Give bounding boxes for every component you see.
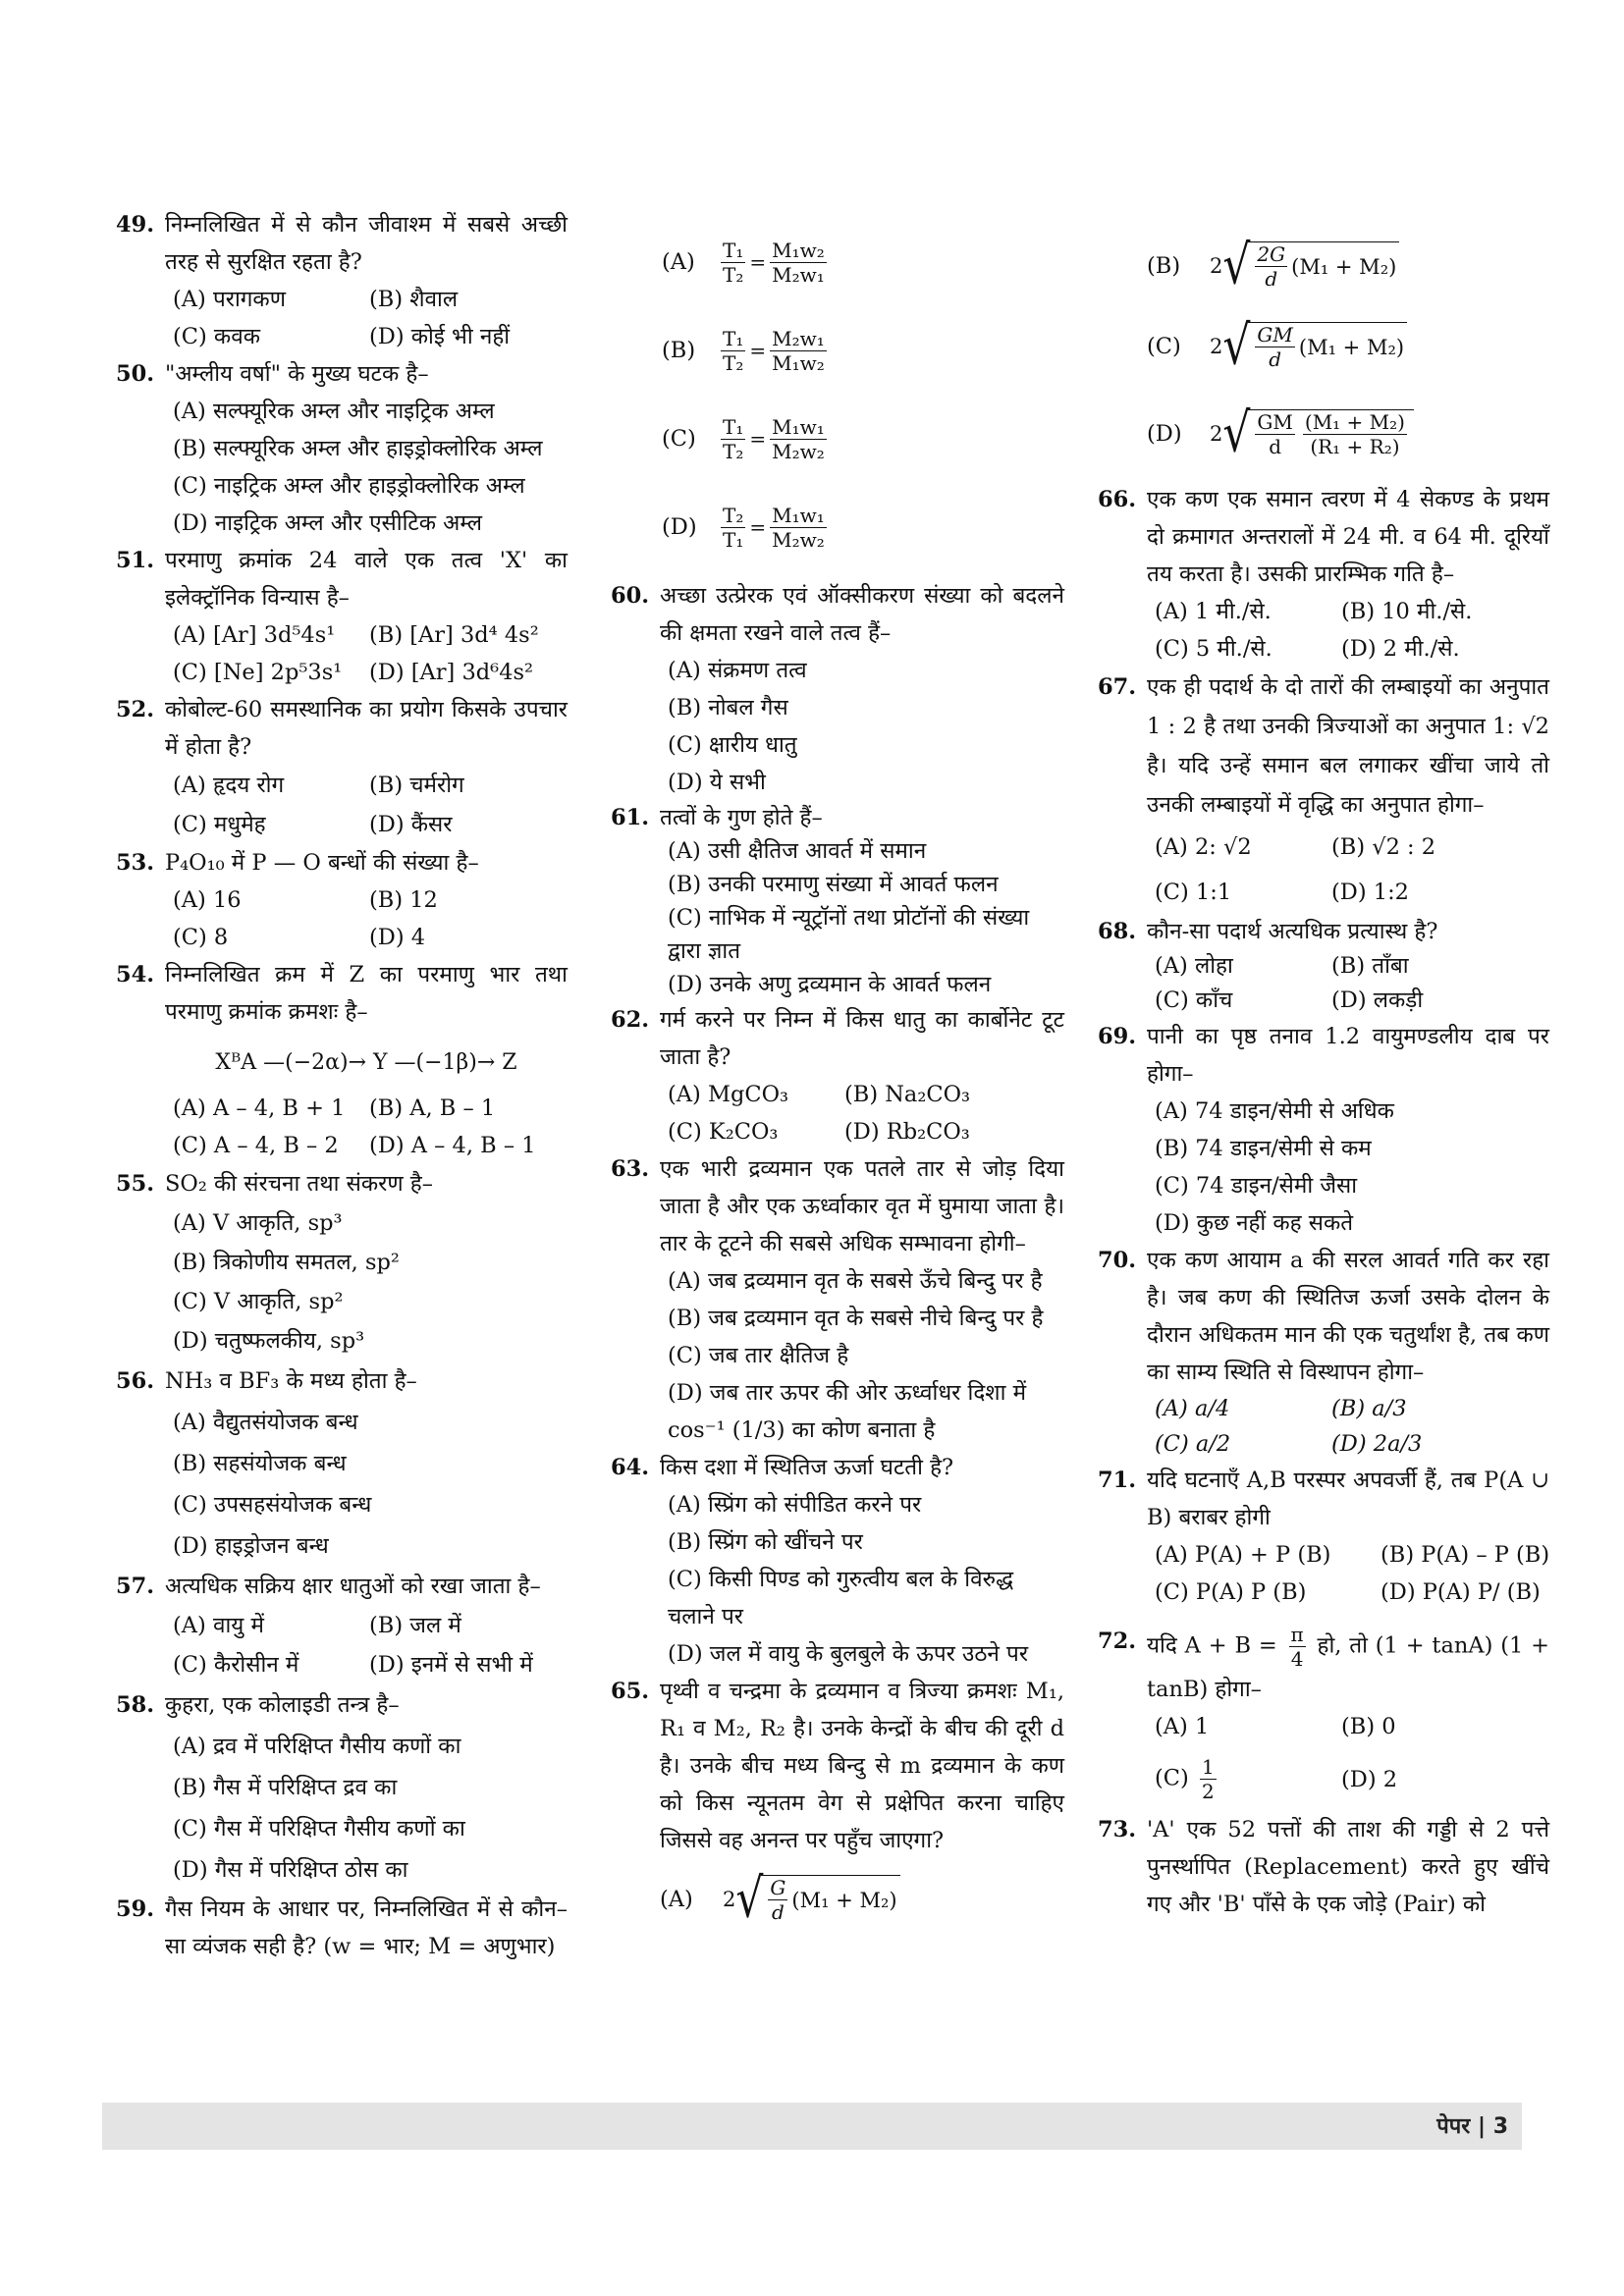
question-text: गर्म करने पर निम्न में किस धातु का कार्बोनेट टूट जाता है?: [660, 1007, 1064, 1070]
option-b[interactable]: (B) 2 √ $\frac{2G}{d}$ (M₁ + M₂): [1147, 226, 1549, 306]
option-c[interactable]: (C) $\frac{1}{2}$: [1155, 1755, 1215, 1803]
option-a[interactable]: (A) 1 मी./से.: [1155, 599, 1272, 624]
option-a[interactable]: (A) 2 √ $\frac{G}{d}$ (M₁ + M₂): [660, 1859, 1064, 1940]
option-d[interactable]: (D) उनके अणु द्रव्यमान के आवर्त फलन: [668, 972, 992, 997]
question-53: [116, 844, 568, 956]
question-text: किस दशा में स्थितिज ऊर्जा घटती है?: [660, 1455, 954, 1480]
option-a[interactable]: (A) V आकृति, sp³: [173, 1210, 343, 1236]
question-number: 67.: [1098, 674, 1137, 700]
option-d[interactable]: (D) लकड़ी: [1331, 988, 1424, 1013]
option-d[interactable]: (D) जब तार ऊपर की ओर ऊर्ध्वाधर दिशा में cos⁻¹ (1/3) का कोण बनाता है: [668, 1380, 1027, 1443]
fraction-left: $\frac{\text{T₁}}{\text{T₂}}$: [723, 414, 744, 463]
option-a[interactable]: (A) सल्फ्यूरिक अम्ल और नाइट्रिक अम्ल: [173, 399, 495, 424]
option-d[interactable]: (D) 2a/3: [1331, 1431, 1423, 1457]
option-c[interactable]: (C) A – 4, B – 2: [173, 1133, 339, 1158]
question-text: एक भारी द्रव्यमान एक पतले तार से जोड़ दिया जाता है और एक ऊर्ध्वाकार वृत में घुमाया जाता है। तार के टूटने की सबसे अधिक सम्भावना होगी–: [660, 1156, 1064, 1256]
option-a[interactable]: (A) 16: [173, 887, 242, 913]
option-a[interactable]: (A) P(A) + P (B): [1155, 1542, 1331, 1568]
root-expression: 2 √ $\frac{2G}{d}$ (M₁ + M₂): [1210, 241, 1399, 291]
question-number: 62.: [611, 1007, 650, 1033]
option-b[interactable]: (B) 12: [369, 887, 438, 913]
question-text: एक कण एक समान त्वरण में 4 सेकण्ड के प्रथम दो क्रमागत अन्तरालों में 24 मी. व 64 मी. दूरियाँ तय करता है। उसकी प्रारम्भिक गति है–: [1147, 487, 1549, 587]
question-number: 73.: [1098, 1817, 1137, 1842]
question-text: यदि A + B = $\frac{\pi}{4}$ हो, तो (1 + tanA) (1 + tanB) होगा–: [1147, 1623, 1549, 1702]
question-text: कौन-सा पदार्थ अत्यधिक प्रत्यास्थ है?: [1147, 919, 1438, 944]
option-c[interactable]: (C) किसी पिण्ड को गुरुत्वीय बल के विरुद्ध चलाने पर: [668, 1567, 1014, 1629]
option-c[interactable]: (C) कैरोसीन में: [173, 1652, 299, 1678]
question-70: [1098, 1242, 1549, 1462]
option-d[interactable]: (D) 2 मी./से.: [1341, 636, 1460, 662]
question-text: तत्वों के गुण होते हैं–: [660, 805, 823, 830]
option-a[interactable]: (A) MgCO₃: [668, 1082, 789, 1107]
option-d[interactable]: (D) A – 4, B – 1: [369, 1133, 536, 1158]
question-number: 51.: [116, 548, 155, 573]
option-b[interactable]: (B) 10 मी./से.: [1341, 599, 1473, 624]
question-text: गैस नियम के आधार पर, निम्नलिखित में से कौन–सा व्यंजक सही है? (w = भार; M = अणुभार): [165, 1896, 568, 1959]
column-3: [1098, 226, 1549, 1923]
option-c[interactable]: (C) नाभिक में न्यूट्रॉनों तथा प्रोटॉनों की संख्या द्वारा ज्ञात: [668, 905, 1030, 964]
pi-over-four: $\frac{\pi}{4}$: [1290, 1623, 1304, 1671]
option-a[interactable]: (A) वैद्युतसंयोजक बन्ध: [173, 1410, 358, 1435]
option-a[interactable]: (A) संक्रमण तत्व: [668, 658, 807, 683]
question-number: 53.: [116, 850, 155, 876]
question-number: 50.: [116, 361, 155, 387]
option-d[interactable]: (D) $\frac{\text{T₂}}{\text{T₁}}$ = $\frac{\text{M₁w₁}}{\text{M₂w₂}}$: [662, 503, 825, 552]
option-b[interactable]: (B) 74 डाइन/सेमी से कम: [1155, 1136, 1372, 1161]
option-c[interactable]: (C) जब तार क्षैतिज है: [668, 1343, 849, 1368]
question-number: 52.: [116, 697, 155, 722]
option-c[interactable]: (C) 74 डाइन/सेमी जैसा: [1155, 1173, 1358, 1199]
option-b[interactable]: (B) $\frac{\text{T₁}}{\text{T₂}}$ = $\frac{\text{M₂w₁}}{\text{M₁w₂}}$: [662, 326, 825, 375]
question-number: 66.: [1098, 487, 1137, 512]
option-b[interactable]: (B) जब द्रव्यमान वृत के सबसे नीचे बिन्दु पर है: [668, 1306, 1044, 1331]
option-c[interactable]: (C) कवक: [173, 324, 260, 349]
option-a[interactable]: (A) 2: √2: [1155, 834, 1252, 860]
option-c[interactable]: (C) P(A) P (B): [1155, 1579, 1307, 1605]
question-text: अत्यधिक सक्रिय क्षार धातुओं को रखा जाता है–: [165, 1574, 541, 1599]
question-59: [116, 1891, 568, 1965]
question-51: [116, 542, 568, 691]
page-footer: [102, 2103, 1522, 2150]
question-text: 'A' एक 52 पत्तों की ताश की गड्डी से 2 पत्ते पुनर्स्थापित (Replacement) करते हुए खींचे गए और 'B' पाँसे के एक जोड़े (Pair) को: [1147, 1817, 1549, 1917]
question-number: 58.: [116, 1692, 155, 1718]
question-text: एक ही पदार्थ के दो तारों की लम्बाइयों का अनुपात 1 : 2 है तथा उनकी त्रिज्याओं का अनुपात 1: √2 है। यदि उन्हें समान बल लगाकर खींचा जाये तो उनकी लम्बाइयों में वृद्धि का अनुपात होगा–: [1147, 674, 1549, 818]
option-d[interactable]: (D) नाइट्रिक अम्ल और एसीटिक अम्ल: [173, 510, 483, 536]
option-d[interactable]: (D) 1:2: [1331, 880, 1409, 905]
question-65-options: [1098, 226, 1549, 481]
question-text: एक कण आयाम a की सरल आवर्त गति कर रहा है। जब कण की स्थितिज ऊर्जा उसके दोलन के दौरान अधिकतम मान की एक चतुर्थांश है, तब कण का साम्य स्थिति से विस्थापन होगा–: [1147, 1248, 1549, 1385]
question-number: 70.: [1098, 1248, 1137, 1273]
option-d[interactable]: (D) कोई भी नहीं: [369, 324, 511, 349]
option-b[interactable]: (B) सल्फ्यूरिक अम्ल और हाइड्रोक्लोरिक अम्ल: [173, 436, 543, 461]
fraction-right: $\frac{\text{M₁w₁}}{\text{M₂w₂}}$: [772, 414, 825, 463]
question-57: [116, 1567, 568, 1684]
option-d[interactable]: (D) 2: [1341, 1766, 1398, 1792]
option-c[interactable]: (C) a/2: [1155, 1431, 1231, 1457]
option-c[interactable]: (C) 2 √ $\frac{GM}{d}$ (M₁ + M₂): [1147, 306, 1549, 387]
question-number: 65.: [611, 1679, 650, 1704]
option-c[interactable]: (C) 1:1: [1155, 880, 1232, 905]
option-c[interactable]: (C) नाइट्रिक अम्ल और हाइड्रोक्लोरिक अम्ल: [173, 473, 525, 499]
fraction-left: $\frac{\text{T₂}}{\text{T₁}}$: [723, 503, 744, 552]
question-number: 54.: [116, 962, 155, 988]
option-b[interactable]: (B) उनकी परमाणु संख्या में आवर्त फलन: [668, 872, 999, 897]
question-56: [116, 1361, 568, 1567]
question-text: अच्छा उत्प्रेरक एवं ऑक्सीकरण संख्या को बदलने की क्षमता रखने वाले तत्व हैं–: [660, 583, 1064, 646]
question-61: [611, 801, 1064, 1001]
question-text: परमाणु क्रमांक 24 वाले एक तत्व 'X' का इलेक्ट्रॉनिक विन्यास है–: [165, 548, 568, 611]
option-b[interactable]: (B) 0: [1341, 1714, 1396, 1739]
option-b[interactable]: (B) √2 : 2: [1331, 834, 1436, 860]
question-64: [611, 1449, 1064, 1673]
option-c[interactable]: (C) क्षारीय धातु: [668, 732, 797, 758]
option-d[interactable]: (D) चतुष्फलकीय, sp³: [173, 1328, 365, 1354]
question-49: [116, 206, 568, 355]
question-text: निम्नलिखित क्रम में Z का परमाणु भार तथा परमाणु क्रमांक क्रमशः है–: [165, 962, 568, 1025]
option-a[interactable]: (A) a/4: [1155, 1396, 1230, 1421]
question-63: [611, 1150, 1064, 1449]
fraction-left: $\frac{\text{T₁}}{\text{T₂}}$: [723, 326, 744, 375]
question-number: 68.: [1098, 919, 1137, 944]
question-72: [1098, 1623, 1549, 1803]
root-expression: 2 √ $\frac{GM}{d}$ (M₁ + M₂): [1210, 322, 1407, 371]
question-54: [116, 956, 568, 1164]
question-text: SO₂ की संरचना तथा संकरण है–: [165, 1171, 433, 1197]
column-1: [116, 206, 568, 1965]
fraction-right: $\frac{\text{M₁w₁}}{\text{M₂w₂}}$: [772, 503, 825, 552]
fraction-left: $\frac{\text{T₁}}{\text{T₂}}$: [723, 238, 744, 287]
question-text: कुहरा, एक कोलाइडी तन्त्र है–: [165, 1692, 400, 1718]
question-number: 63.: [611, 1156, 650, 1182]
question-number: 57.: [116, 1574, 155, 1599]
question-68: [1098, 915, 1549, 1018]
question-text: NH₃ व BF₃ के मध्य होता है–: [165, 1368, 417, 1394]
option-b[interactable]: (B) a/3: [1331, 1396, 1407, 1421]
option-b[interactable]: (B) Na₂CO₃: [844, 1082, 971, 1107]
root-expression: 2 √ $\frac{G}{d}$ (M₁ + M₂): [723, 1875, 900, 1924]
option-d[interactable]: (D) ये सभी: [668, 770, 766, 795]
question-number: 64.: [611, 1455, 650, 1480]
question-number: 69.: [1098, 1024, 1137, 1049]
question-number: 72.: [1098, 1629, 1137, 1654]
option-a[interactable]: (A) द्रव में परिक्षिप्त गैसीय कणों का: [173, 1734, 461, 1759]
question-71: [1098, 1462, 1549, 1611]
option-d[interactable]: (D) 4: [369, 925, 426, 950]
option-b[interactable]: (B) सहसंयोजक बन्ध: [173, 1451, 347, 1476]
question-55: [116, 1164, 568, 1361]
option-c[interactable]: (C) [Ne] 2p⁵3s¹: [173, 660, 343, 685]
option-b[interactable]: (B) A, B – 1: [369, 1095, 496, 1121]
option-a[interactable]: (A) स्प्रिंग को संपीडित करने पर: [668, 1492, 922, 1518]
question-58: [116, 1684, 568, 1891]
option-b[interactable]: (B) त्रिकोणीय समतल, sp²: [173, 1250, 400, 1275]
page-number: पेपर | 3: [1436, 2114, 1508, 2139]
option-a[interactable]: (A) A – 4, B + 1: [173, 1095, 346, 1121]
option-c[interactable]: (C) $\frac{\text{T₁}}{\text{T₂}}$ = $\frac{\text{M₁w₁}}{\text{M₂w₂}}$: [662, 414, 825, 463]
question-69: [1098, 1018, 1549, 1242]
option-d[interactable]: (D) P(A) P/ (B): [1380, 1579, 1541, 1605]
root-expression: 2 √ $\frac{GM}{d}$ $\frac{\text{(M₁ + M₂)}}{\text{(R₁ + R₂)}}$: [1210, 409, 1414, 458]
question-50: [116, 355, 568, 542]
option-d[interactable]: (D) [Ar] 3d⁶4s²: [369, 660, 534, 685]
option-b[interactable]: (B) [Ar] 3d⁴ 4s²: [369, 622, 539, 648]
question-text: पृथ्वी व चन्द्रमा के द्रव्यमान व त्रिज्या क्रमशः M₁, R₁ व M₂, R₂ है। उनके केन्द्रों के बीच की दूरी d है। उनके बीच मध्य बिन्दु से m द्रव्यमान के कण को किस न्यूनतम वेग से प्रक्षेपित करना चाहिए जिससे वह अनन्त पर पहुँच जाएगा?: [660, 1679, 1064, 1853]
question-52: [116, 691, 568, 844]
question-65: [611, 1673, 1064, 1940]
option-a[interactable]: (A) वायु में: [173, 1613, 264, 1638]
option-a[interactable]: (A) 74 डाइन/सेमी से अधिक: [1155, 1098, 1394, 1124]
option-c[interactable]: (C) उपसहसंयोजक बन्ध: [173, 1492, 372, 1518]
option-b[interactable]: (B) ताँबा: [1331, 953, 1409, 979]
option-b[interactable]: (B) नोबल गैस: [668, 695, 788, 721]
question-number: 56.: [116, 1368, 155, 1394]
option-c[interactable]: (C) मधुमेह: [173, 812, 266, 837]
option-b[interactable]: (B) गैस में परिक्षिप्त द्रव का: [173, 1775, 398, 1800]
option-c[interactable]: (C) K₂CO₃: [668, 1119, 779, 1145]
option-d[interactable]: (D) इनमें से सभी में: [369, 1652, 533, 1678]
option-a[interactable]: (A) $\frac{\text{T₁}}{\text{T₂}}$ = $\frac{\text{M₁w₂}}{\text{M₂w₁}}$: [662, 238, 825, 287]
option-a[interactable]: (A) जब द्रव्यमान वृत के सबसे ऊँचे बिन्दु पर है: [668, 1268, 1043, 1294]
question-number: 49.: [116, 212, 155, 238]
option-d[interactable]: (D) गैस में परिक्षिप्त ठोस का: [173, 1857, 408, 1883]
option-c[interactable]: (C) 8: [173, 925, 229, 950]
option-d[interactable]: (D) 2 √ $\frac{GM}{d}$ $\frac{\text{(M₁ + M₂)}}{\text{(R₁ + R₂)}}$: [1147, 387, 1549, 481]
option-d[interactable]: (D) जल में वायु के बुलबुले के ऊपर उठने पर: [668, 1641, 1029, 1667]
option-c[interactable]: (C) काँच: [1155, 988, 1233, 1013]
question-60: [611, 577, 1064, 801]
question-number: 55.: [116, 1171, 155, 1197]
question-text: निम्नलिखित में से कौन जीवाश्म में सबसे अच्छी तरह से सुरक्षित रहता है?: [165, 212, 568, 275]
option-d[interactable]: (D) Rb₂CO₃: [844, 1119, 970, 1145]
question-text: "अम्लीय वर्षा" के मुख्य घटक है–: [165, 361, 429, 387]
question-text: पानी का पृष्ठ तनाव 1.2 वायुमण्डलीय दाब पर होगा–: [1147, 1024, 1549, 1087]
question-number: 71.: [1098, 1468, 1137, 1493]
question-67: [1098, 667, 1549, 915]
option-a[interactable]: (A) 1: [1155, 1714, 1210, 1739]
question-73: [1098, 1811, 1549, 1923]
option-a[interactable]: (A) परागकण: [173, 287, 286, 312]
option-a[interactable]: (A) [Ar] 3d⁵4s¹: [173, 622, 336, 648]
question-number: 61.: [611, 805, 650, 830]
option-d[interactable]: (D) कैंसर: [369, 812, 453, 837]
decay-chain: XᴮA —(−2α)→ Y —(−1β)→ Z: [215, 1050, 517, 1075]
option-b[interactable]: (B) P(A) – P (B): [1380, 1542, 1550, 1568]
column-2: [611, 218, 1064, 1940]
question-text: P₄O₁₀ में P — O बन्धों की संख्या है–: [165, 850, 479, 876]
option-b[interactable]: (B) स्प्रिंग को खींचने पर: [668, 1529, 863, 1555]
option-b[interactable]: (B) जल में: [369, 1613, 461, 1638]
option-d[interactable]: (D) कुछ नहीं कह सकते: [1155, 1210, 1354, 1236]
option-c[interactable]: (C) 5 मी./से.: [1155, 636, 1272, 662]
question-text: कोबोल्ट-60 समस्थानिक का प्रयोग किसके उपचार में होता है?: [165, 697, 568, 760]
option-a[interactable]: (A) हृदय रोग: [173, 773, 285, 798]
question-text: यदि घटनाएँ A,B परस्पर अपवर्जी हैं, तब P(A ∪ B) बराबर होगी: [1147, 1468, 1549, 1530]
fraction-right: $\frac{\text{M₂w₁}}{\text{M₁w₂}}$: [772, 326, 825, 375]
question-59-options: [611, 218, 1064, 571]
option-c[interactable]: (C) गैस में परिक्षिप्त गैसीय कणों का: [173, 1816, 465, 1842]
option-d[interactable]: (D) हाइड्रोजन बन्ध: [173, 1533, 329, 1559]
question-66: [1098, 481, 1549, 667]
question-number: 60.: [611, 583, 650, 609]
option-c[interactable]: (C) V आकृति, sp²: [173, 1289, 344, 1314]
option-a[interactable]: (A) लोहा: [1155, 953, 1233, 979]
question-number: 59.: [116, 1896, 155, 1922]
option-b[interactable]: (B) चर्मरोग: [369, 773, 464, 798]
option-a[interactable]: (A) उसी क्षैतिज आवर्त में समान: [668, 838, 927, 864]
option-b[interactable]: (B) शैवाल: [369, 287, 459, 312]
fraction-right: $\frac{\text{M₁w₂}}{\text{M₂w₁}}$: [772, 238, 825, 287]
question-62: [611, 1001, 1064, 1150]
